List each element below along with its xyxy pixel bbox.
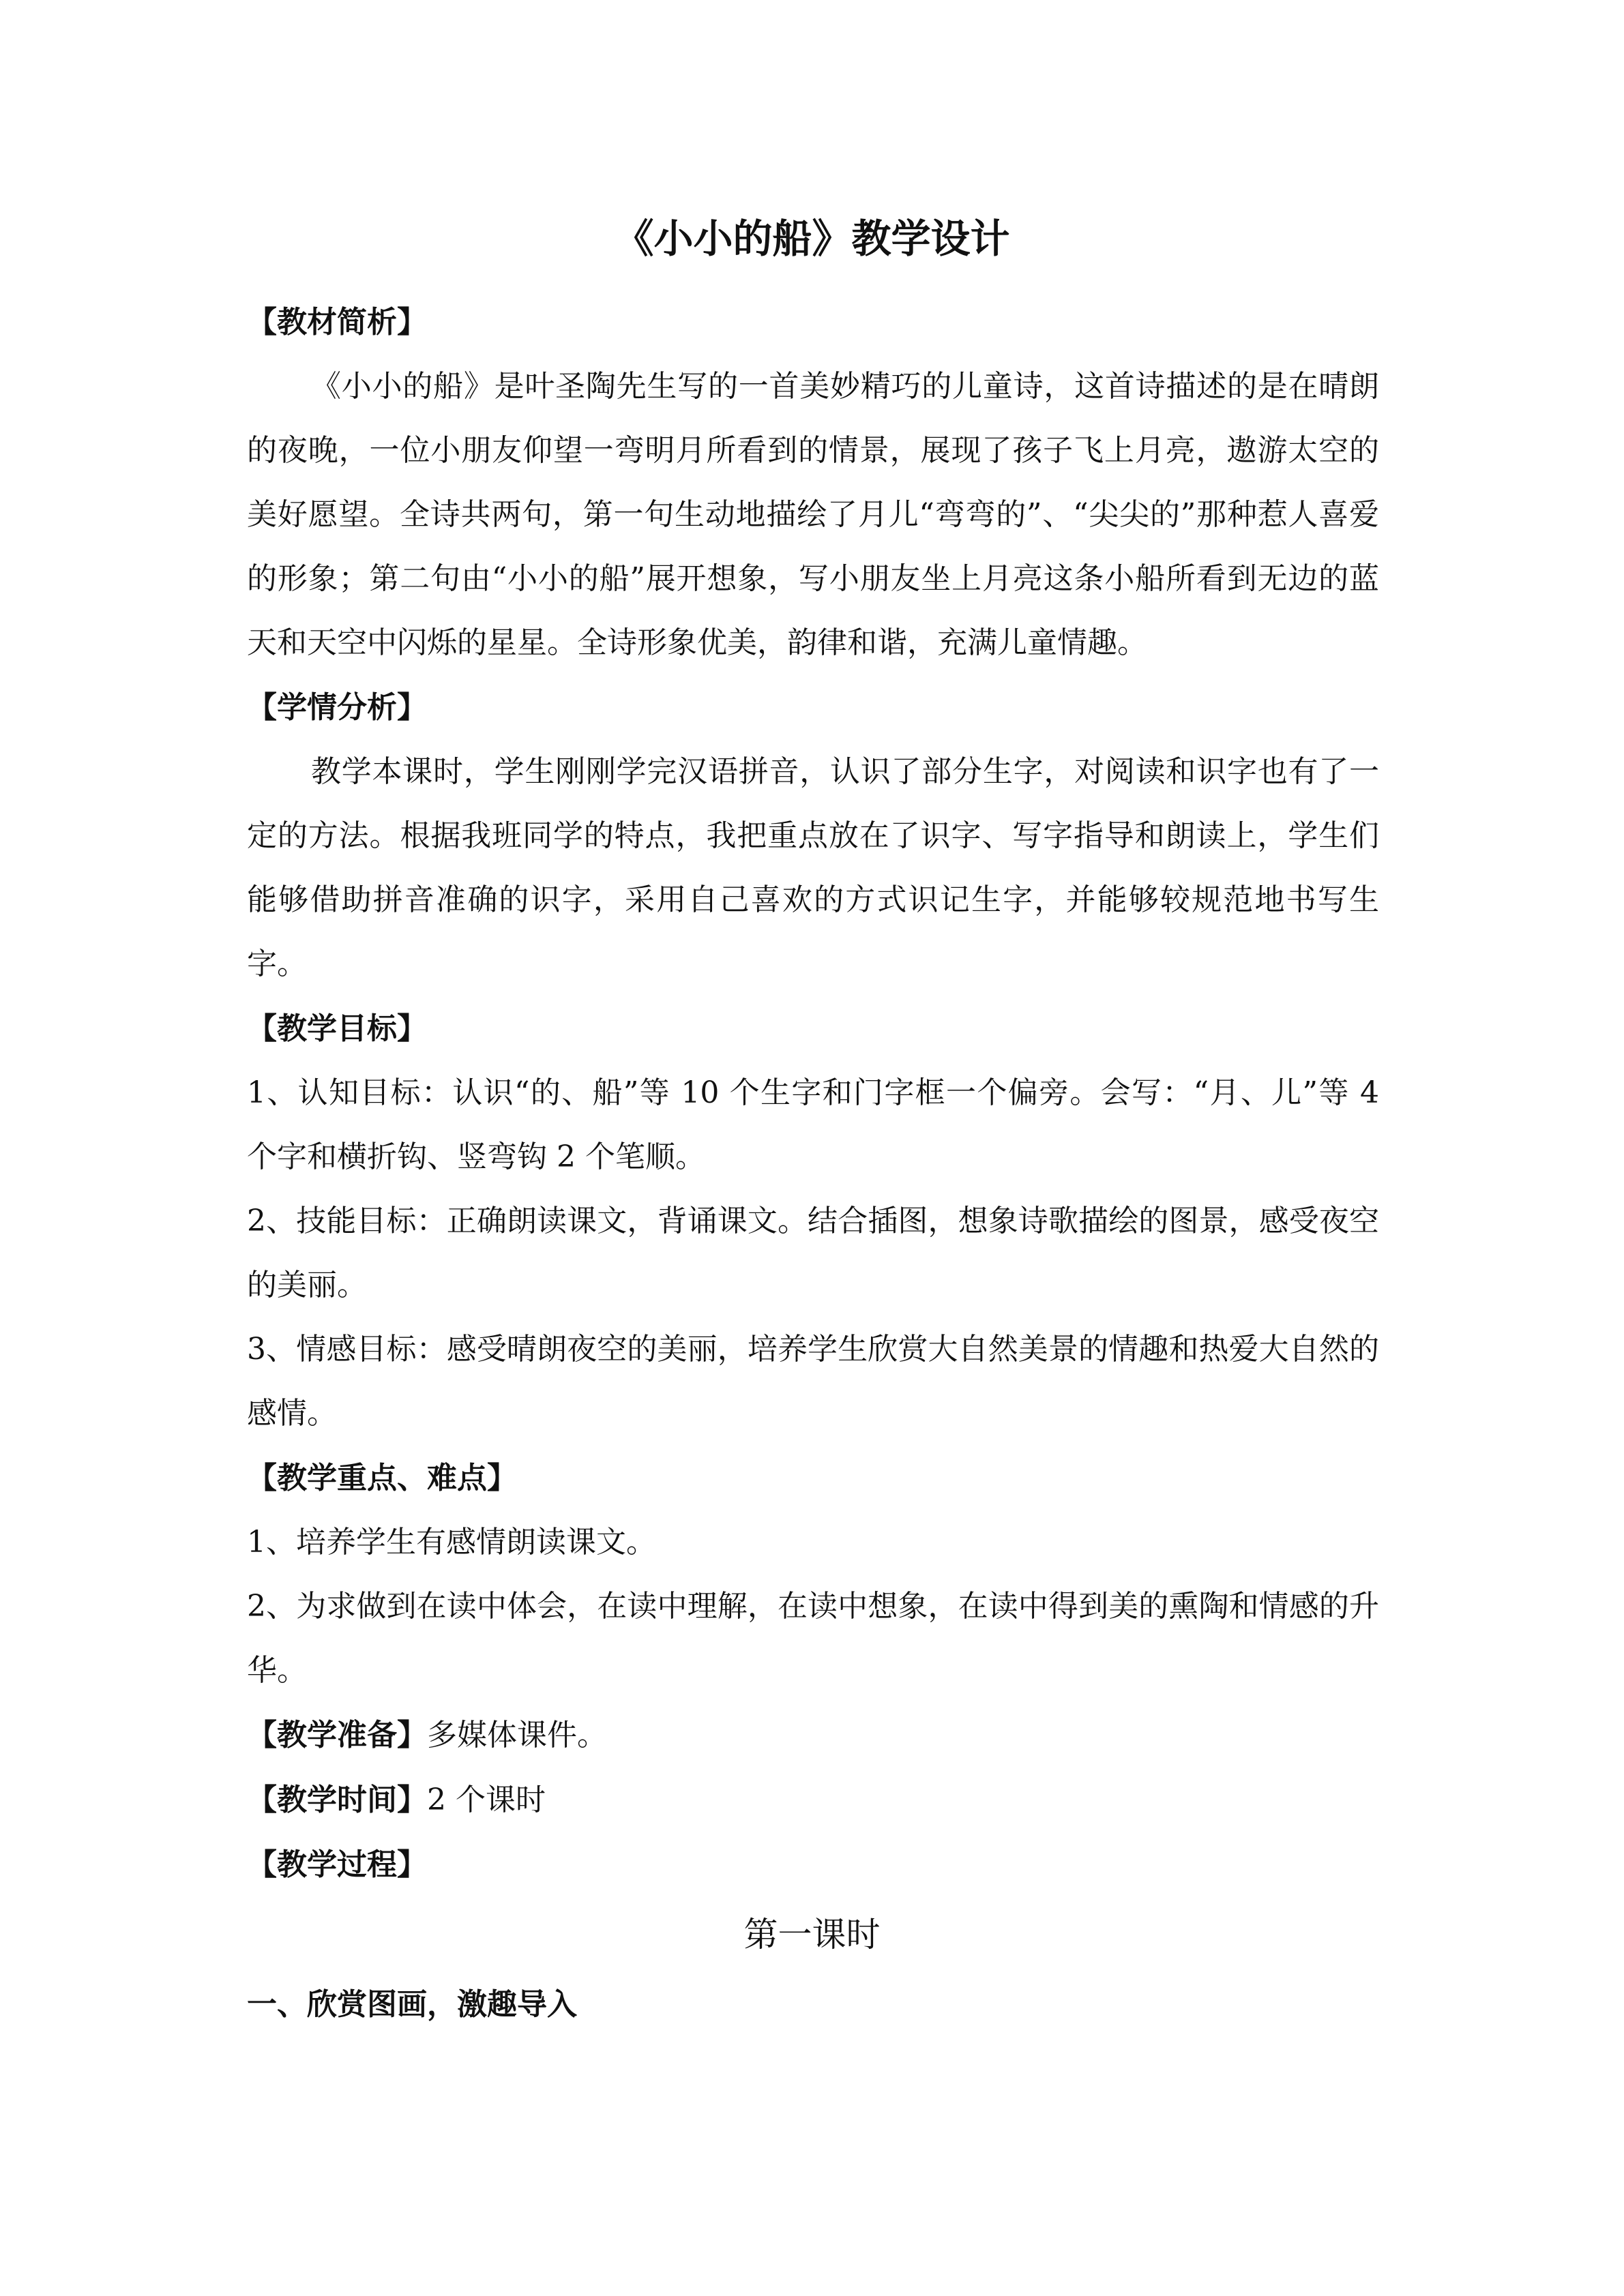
teaching-time-label: 【教学时间】 <box>247 1783 427 1817</box>
section-heading-student-analysis: 【学情分析】 <box>247 690 427 725</box>
section-heading-teaching-process: 【教学过程】 <box>247 1847 427 1882</box>
teaching-time-value: 2 个课时 <box>427 1783 546 1817</box>
lesson-title: 第一课时 <box>743 1915 881 1954</box>
document-body <box>247 290 1379 2037</box>
section-heading-teaching-goals: 【教学目标】 <box>247 1011 427 1046</box>
preparation-row <box>247 1703 1379 1768</box>
goal-item-cognitive: 1、认知目标：认识“的、船”等 10 个生字和门字框一个偏旁。会写：“月、儿”等 4 个字和横折钩、竖弯钩 2 个笔顺。 <box>247 1075 1379 1174</box>
goal-item-skill: 2、技能目标：正确朗读课文，背诵课文。结合插图，想象诗歌描绘的图景，感受夜空的美丽。 <box>247 1204 1379 1302</box>
goal-item-emotion: 3、情感目标：感受晴朗夜空的美丽，培养学生欣赏大自然美景的情趣和热爱大自然的感情。 <box>247 1332 1379 1431</box>
paragraph-textbook-analysis: 《小小的船》是叶圣陶先生写的一首美妙精巧的儿童诗，这首诗描述的是在晴朗的夜晚，一位小朋友仰望一弯明月所看到的情景，展现了孩子飞上月亮，遨游太空的美好愿望。全诗共两句，第一句生动地描绘了月儿“弯弯的”、“尖尖的”那种惹人喜爱的形象；第二句由“小小的船”展开想象，写小朋友坐上月亮这条小船所看到无边的蓝天和天空中闪烁的星星。全诗形象优美，韵律和谐，充满儿童情趣。 <box>247 369 1379 660</box>
teaching-time-row <box>247 1768 1379 1832</box>
key-point-item-2: 2、为求做到在读中体会，在读中理解，在读中想象，在读中得到美的熏陶和情感的升华。 <box>247 1589 1379 1688</box>
preparation-label: 【教学准备】 <box>247 1718 427 1753</box>
step-heading-1: 一、欣赏图画，激趣导入 <box>247 1987 577 2022</box>
key-point-item-1: 1、培养学生有感情朗读课文。 <box>247 1525 656 1560</box>
preparation-value: 多媒体课件。 <box>427 1718 607 1753</box>
section-heading-textbook-analysis: 【教材简析】 <box>247 305 427 340</box>
paragraph-student-analysis: 教学本课时，学生刚刚学完汉语拼音，认识了部分生字，对阅读和识字也有了一定的方法。根据我班同学的特点，我把重点放在了识字、写字指导和朗读上，学生们能够借助拼音准确的识字，采用自己喜欢的方式识记生字，并能够较规范地书写生字。 <box>247 754 1379 981</box>
document-title: 《小小的船》教学设计 <box>614 215 1010 262</box>
section-heading-key-points: 【教学重点、难点】 <box>247 1461 517 1495</box>
